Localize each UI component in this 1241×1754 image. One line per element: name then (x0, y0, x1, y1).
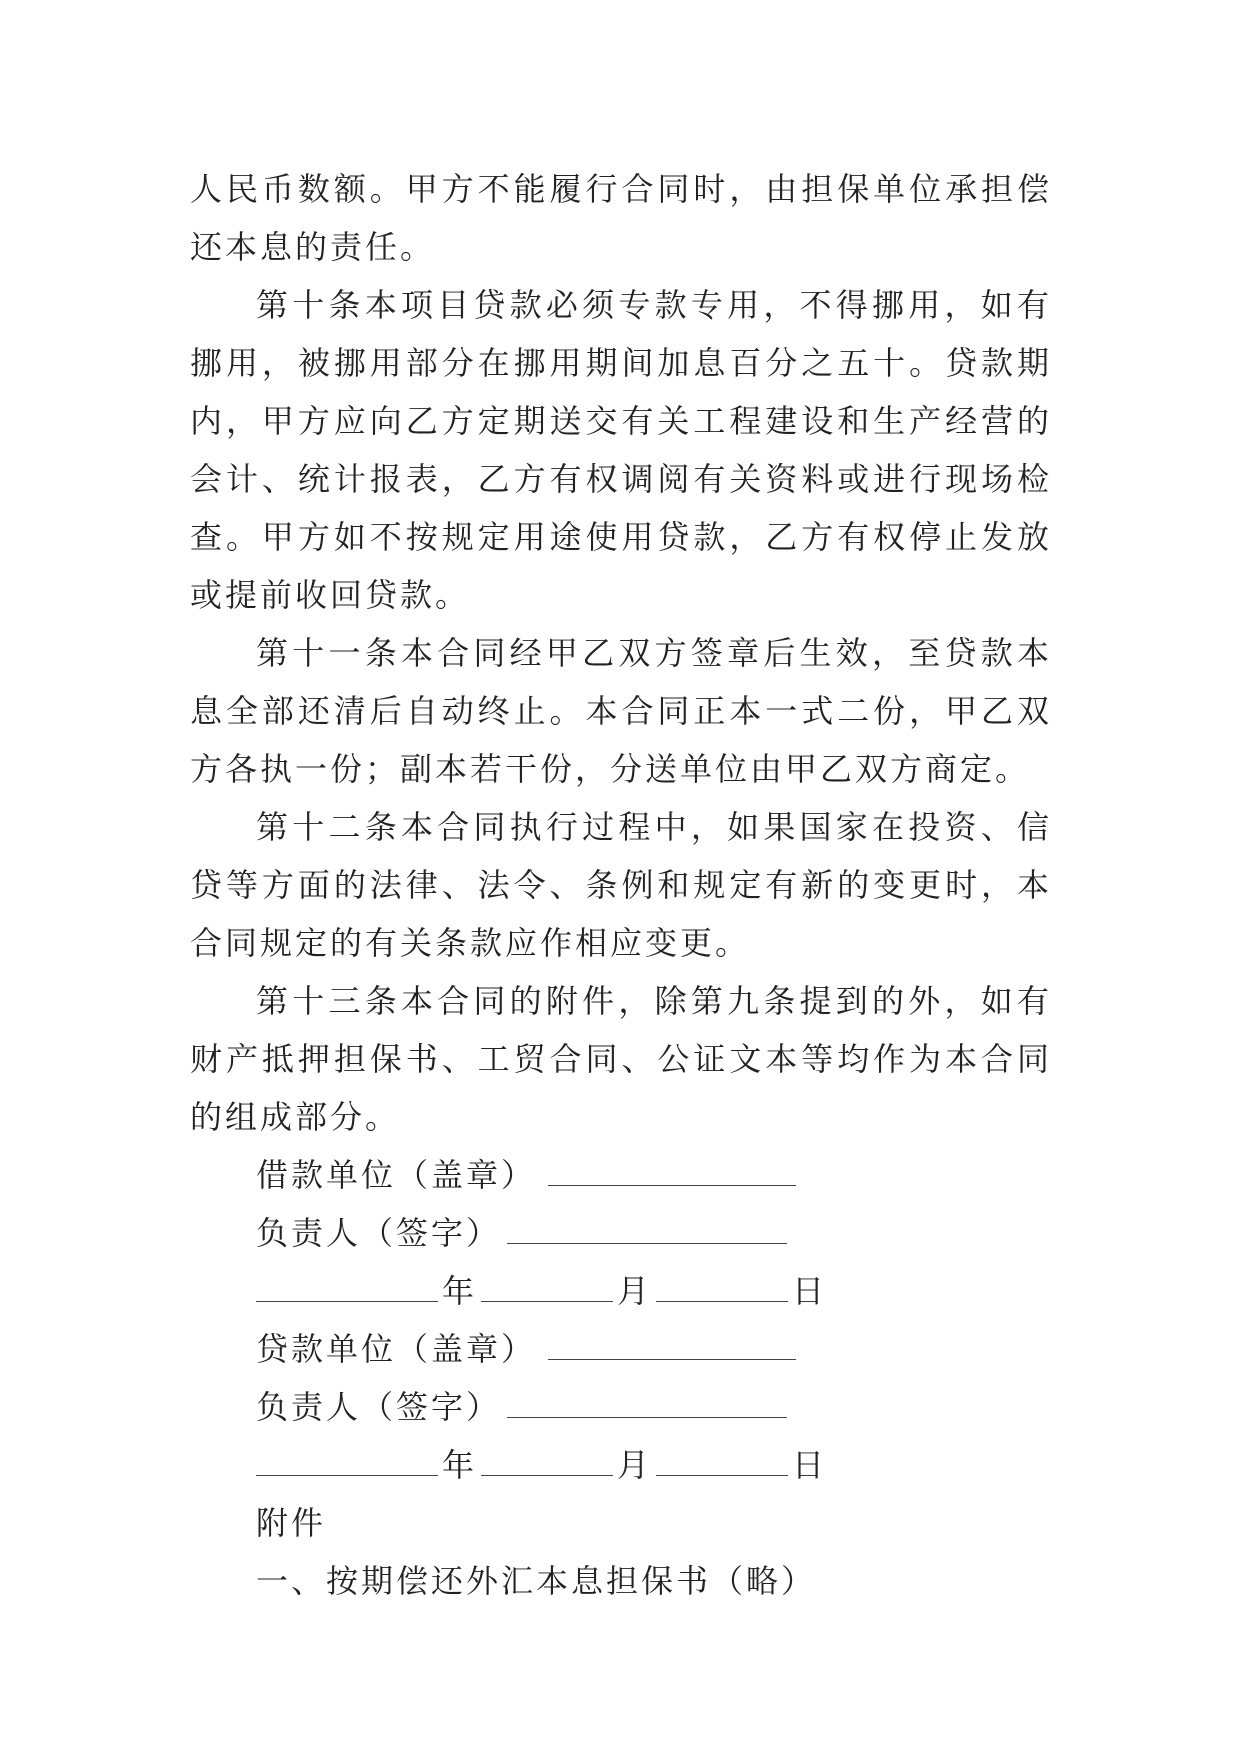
lender-day-blank[interactable] (656, 1445, 788, 1476)
borrower-stamp-blank[interactable] (548, 1155, 796, 1186)
borrower-date-line (190, 1262, 1052, 1320)
borrower-unit-line (190, 1146, 1052, 1204)
paragraph-article-10: 第十条本项目贷款必须专款专用，不得挪用，如有挪用，被挪用部分在挪用期间加息百分之五十。贷款期内，甲方应向乙方定期送交有关工程建设和生产经营的会计、统计报表，乙方有权调阅有关资料或进行现场检查。甲方如不按规定用途使用贷款，乙方有权停止发放或提前收回贷款。 (190, 286, 1052, 614)
borrower-month-blank[interactable] (481, 1271, 613, 1302)
borrower-day-label: 日 (792, 1272, 828, 1310)
lender-stamp-blank[interactable] (548, 1329, 796, 1360)
attachments-heading: 附件 (256, 1504, 327, 1542)
lender-day-label: 日 (792, 1446, 828, 1484)
lender-signature-block (190, 1320, 1052, 1494)
lender-person-label: 负责人（签字） (256, 1388, 502, 1426)
borrower-month-label: 月 (617, 1272, 653, 1310)
document-body (190, 160, 1052, 1610)
paragraph-article-13: 第十三条本合同的附件，除第九条提到的外，如有财产抵押担保书、工贸合同、公证文本等均作为本合同的组成部分。 (190, 982, 1052, 1136)
paragraph-article-12: 第十二条本合同执行过程中，如果国家在投资、信贷等方面的法律、法令、条例和规定有新的变更时，本合同规定的有关条款应作相应变更。 (190, 808, 1052, 962)
lender-month-blank[interactable] (481, 1445, 613, 1476)
borrower-unit-label: 借款单位（盖章） (256, 1156, 537, 1194)
lender-year-blank[interactable] (256, 1445, 438, 1476)
paragraph-article-11: 第十一条本合同经甲乙双方签章后生效，至贷款本息全部还清后自动终止。本合同正本一式二份，甲乙双方各执一份；副本若干份，分送单位由甲乙双方商定。 (190, 634, 1052, 788)
borrower-person-line (190, 1204, 1052, 1262)
borrower-year-label: 年 (442, 1272, 478, 1310)
borrower-year-blank[interactable] (256, 1271, 438, 1302)
lender-unit-label: 贷款单位（盖章） (256, 1330, 537, 1368)
borrower-day-blank[interactable] (656, 1271, 788, 1302)
lender-year-label: 年 (442, 1446, 478, 1484)
lender-month-label: 月 (617, 1446, 653, 1484)
lender-date-line (190, 1436, 1052, 1494)
lender-person-line (190, 1378, 1052, 1436)
borrower-signature-block (190, 1146, 1052, 1320)
attachment-item: 一、按期偿还外汇本息担保书（略） (256, 1562, 817, 1600)
paragraph-guarantee-continuation: 人民币数额。甲方不能履行合同时，由担保单位承担偿还本息的责任。 (190, 170, 1052, 266)
lender-signature-blank[interactable] (507, 1387, 787, 1418)
lender-unit-line (190, 1320, 1052, 1378)
borrower-person-label: 负责人（签字） (256, 1214, 502, 1252)
borrower-signature-blank[interactable] (507, 1213, 787, 1244)
